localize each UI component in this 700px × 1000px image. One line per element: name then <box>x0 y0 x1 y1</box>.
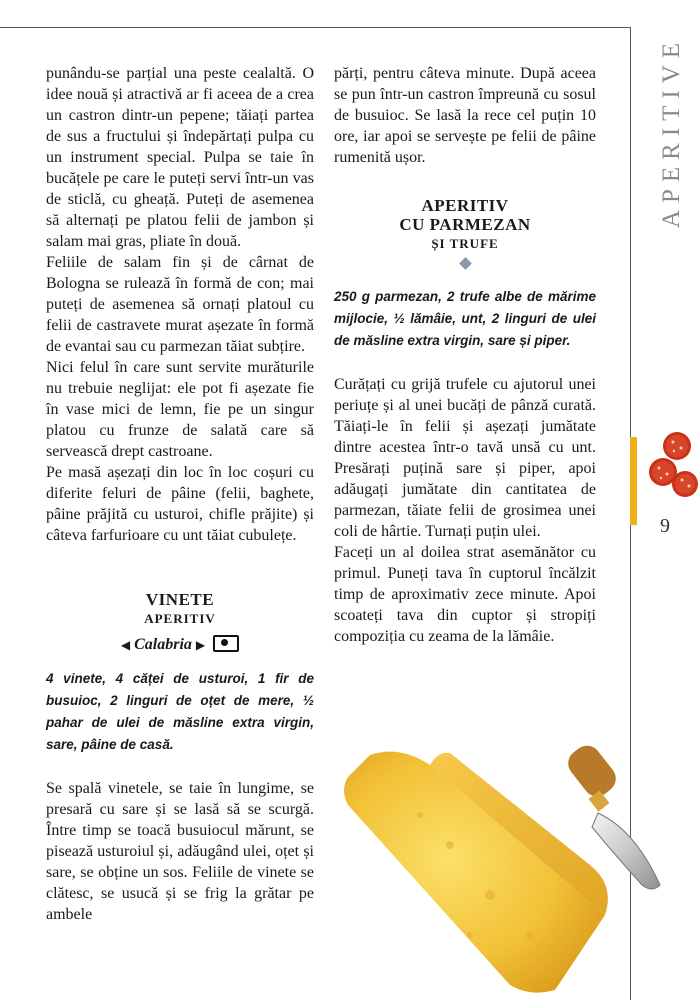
right-column <box>334 63 596 647</box>
camera-icon <box>213 635 239 652</box>
recipe-title-vinete <box>46 590 314 628</box>
paragraph: punându-se parțial una peste cealaltă. O idee nouă și atractivă ar fi aceea de a crea un castron dintr-un pepene; tăiați partea de sus a fructului și îndepărtați pulpa cu un instrument special. Pulpa se taie în bucățele pe care le puteți servi într-un vas de sticlă, cu gheață. Puteți de asemenea să alternați pe platou felii de jambon și salam mai gras, pliate în două. <box>46 65 314 250</box>
paragraph: Nici felul în care sunt servite murăturile nu trebuie neglijat: ele pot fi așezate fie în vase mici de lemn, fie pe un singur platou cu frunze de salată care să servească drept castroane. <box>46 359 314 460</box>
arrow-left-icon: ◀ <box>120 638 131 652</box>
salami-slices-image <box>643 428 699 500</box>
paragraph: Pe masă așezați din loc în loc coșuri cu diferite feluri de pâine (felii, baghete, pâine prăjită cu usturoi, chifle prăjite) și câteva farfurioare cu unt tăiat cubulețe. <box>46 464 314 544</box>
recipe-title-line: CU PARMEZAN <box>399 215 531 234</box>
paragraph: Faceți un al doilea strat asemănător cu primul. Puneți tava în cuptorul încălzit timp de aproximativ zece minute. Apoi scoateți tava din cuptor și stropiți compoziția cu zeama de la lămâie. <box>334 544 596 645</box>
diamond-icon <box>459 257 472 270</box>
section-tab-accent <box>630 437 637 525</box>
recipe-title-line: VINETE <box>145 590 215 609</box>
recipe-ingredients: 4 vinete, 4 căței de usturoi, 1 fir de busuioc, 2 linguri de oțet de mere, ½ pahar de ulei de măsline extra virgin, sare, pâine de casă. <box>46 671 314 752</box>
recipe-title-line: ȘI TRUFE <box>431 236 499 251</box>
page-frame-top <box>0 27 630 28</box>
page-number: 9 <box>660 515 670 537</box>
paragraph: Feliile de salam fin și de cârnat de Bologna se rulează în formă de con; mai puteți de asemenea să ornați platoul cu felii de castravete murat așezate în formă de evantai sau cu parmezan tăiat subțire. <box>46 254 314 355</box>
paragraph: părți, pentru câteva minute. După aceea se pun într-un castron împreună cu sosul de busuioc. Se lasă la rece cel puțin 10 ore, iar apoi se servește pe felii de pâine rumenită ușor. <box>334 65 596 166</box>
recipe-region <box>46 634 314 656</box>
arrow-right-icon: ▶ <box>195 638 206 652</box>
paragraph: Curățați cu grijă trufele cu ajutorul unei periuțe și al unei bucăți de pânză curată. Tăiați-le în felii și așezați jumătate dintre acestea într-o tavă unsă cu unt. Presărați puțină sare și piper, apoi adăugați jumătate din cantitatea de parmezan, tăiate felii de grosimea unei coli de hârtie. Turnați puțin ulei. <box>334 376 596 540</box>
recipe-title-line: APERITIV <box>144 611 216 626</box>
side-section-title <box>652 12 692 252</box>
region-name: Calabria <box>134 636 192 653</box>
recipe-ingredients: 250 g parmezan, 2 trufe albe de mărime mijlocie, ½ lămâie, unt, 2 linguri de ulei de măsline extra virgin, sare și piper. <box>334 289 596 348</box>
parmesan-cheese-image <box>330 735 680 1000</box>
recipe-title-parmezan <box>334 196 596 268</box>
recipe-instructions: Se spală vinetele, se taie în lungime, se presară cu sare și se lasă să se scurgă. Între timp se toacă busuiocul mărunt, se pisează usturoiul și, adăugând ulei, oțet și sare, se obține un sos. Feliile de vinete se clătesc, se usucă și se frig la grătar pe ambele <box>46 780 314 923</box>
recipe-title-line: APERITIV <box>421 196 509 215</box>
side-section-title-text: APERITIVE <box>658 35 685 229</box>
left-column <box>46 63 314 925</box>
